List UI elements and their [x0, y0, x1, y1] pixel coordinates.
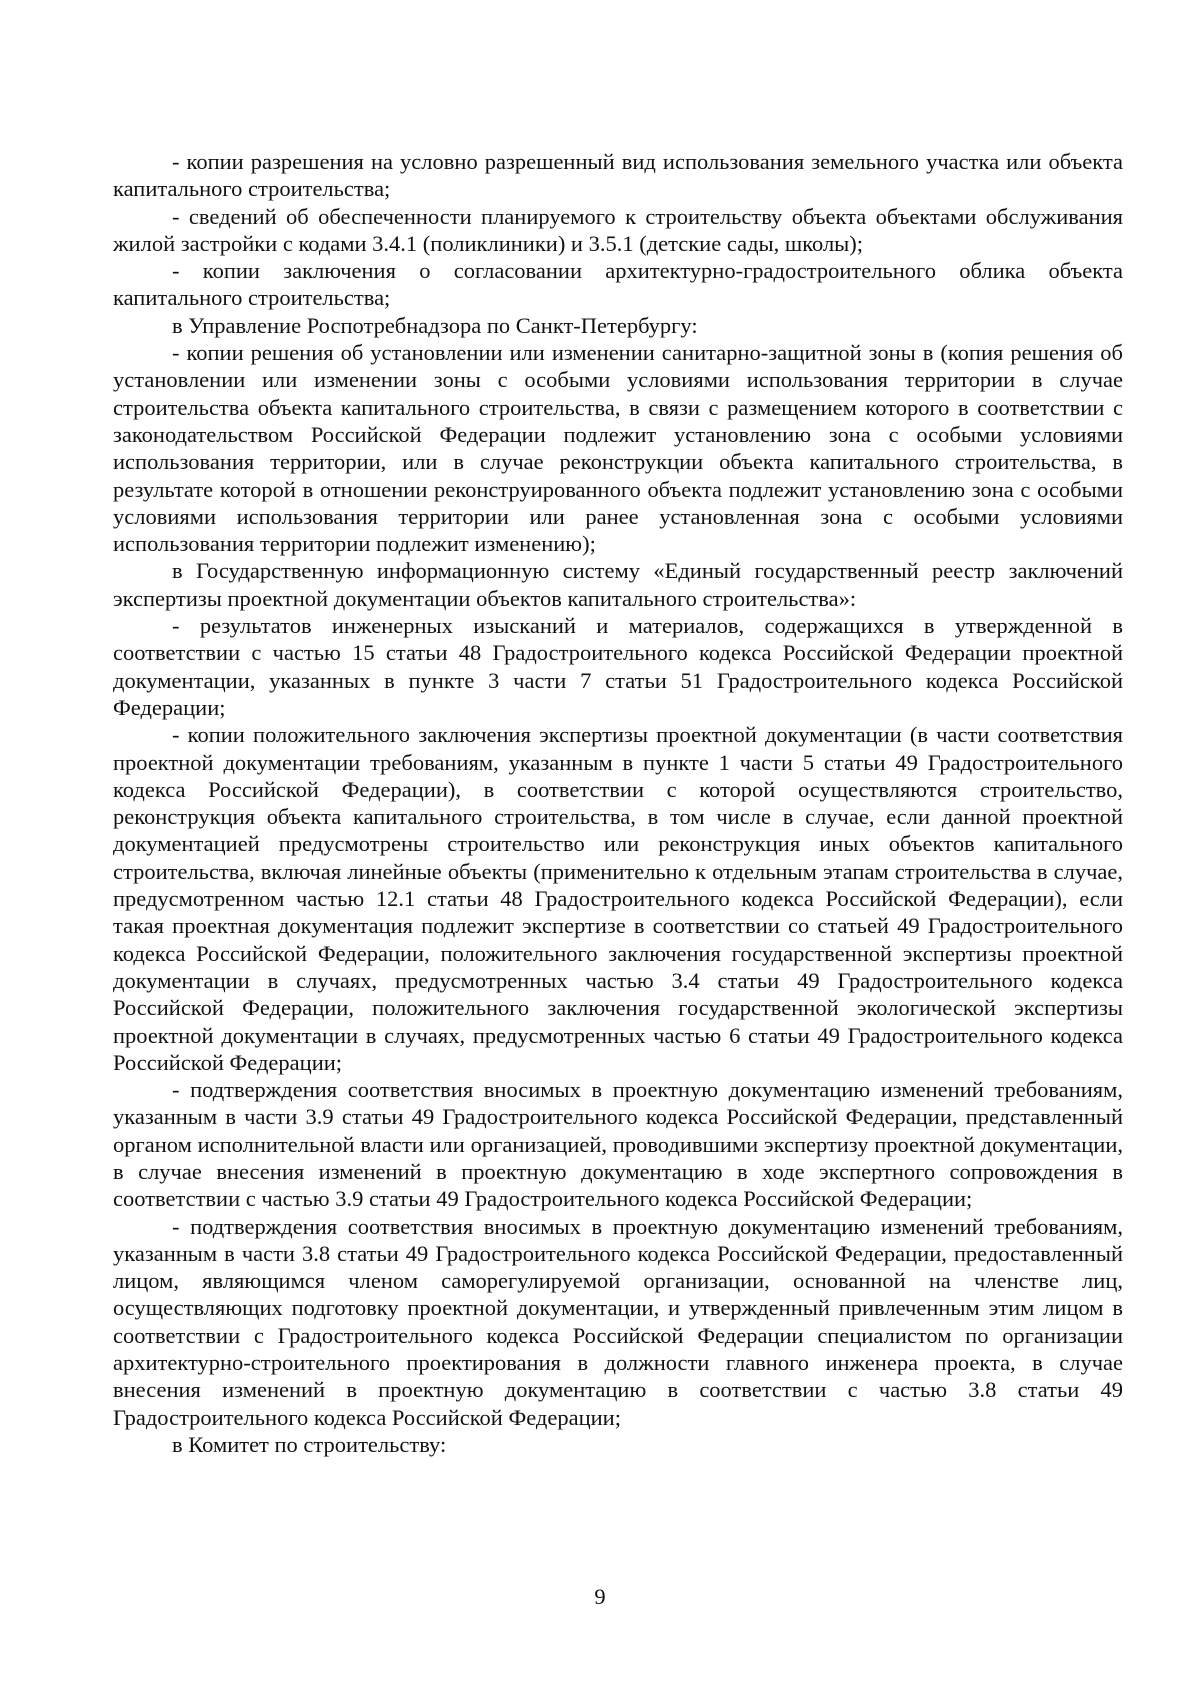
- page-number: 9: [594, 1584, 606, 1609]
- paragraph: - подтверждения соответствия вносимых в проектную документацию изменений требованиям, указанным в части 3.9 статьи 49 Градостроительного кодекса Российской Федерации, представленный органом исполнительной власти или организацией, проводившими экспертизу проектной документации, в случае внесения изменений в проектную документацию в ходе экспертного сопровождения в соответствии с частью 3.9 статьи 49 Градостроительного кодекса Российской Федерации;: [113, 1077, 1123, 1212]
- paragraph: - копии решения об установлении или изменении санитарно-защитной зоны в (копия решения об установлении или изменении зоны с особыми условиями использования территории в случае строительства объекта капитального строительства, в связи с размещением которого в соответствии с законодательством Российской Федерации подлежит установлению зона с особыми условиями использования территории, или в случае реконструкции объекта капитального строительства, в результате которой в отношении реконструированного объекта подлежит установлению зона с особыми условиями использования территории или ранее установленная зона с особыми условиями использования территории подлежит изменению);: [113, 340, 1123, 557]
- paragraph: в Управление Роспотребнадзора по Санкт-Петербургу:: [172, 312, 698, 338]
- document-body: [113, 148, 1123, 1458]
- paragraph: в Государственную информационную систему «Единый государственный реестр заключений экспертизы проектной документации объектов капитального строительства»:: [113, 558, 1123, 611]
- paragraph: в Комитет по строительству:: [172, 1431, 447, 1457]
- paragraph: - копии положительного заключения экспертизы проектной документации (в части соответствия проектной документации требованиям, указанным в пункте 1 части 5 статьи 49 Градостроительного кодекса Российской Федерации), в соответствии с которой осуществляются строительство, реконструкция объекта капитального строительства, в том числе в случае, если данной проектной документацией предусмотрены строительство или реконструкция иных объектов капитального строительства, включая линейные объекты (применительно к отдельным этапам строительства в случае, предусмотренном частью 12.1 статьи 48 Градостроительного кодекса Российской Федерации), если такая проектная документация подлежит экспертизе в соответствии со статьей 49 Градостроительного кодекса Российской Федерации, положительного заключения государственной экспертизы проектной документации в случаях, предусмотренных частью 3.4 статьи 49 Градостроительного кодекса Российской Федерации, положительного заключения государственной экологической экспертизы проектной документации в случаях, предусмотренных частью 6 статьи 49 Градостроительного кодекса Российской Федерации;: [113, 722, 1123, 1075]
- paragraph: - результатов инженерных изысканий и материалов, содержащихся в утвержденной в соответствии с частью 15 статьи 48 Градостроительного кодекса Российской Федерации проектной документации, указанных в пункте 3 части 7 статьи 51 Градостроительного кодекса Российской Федерации;: [113, 613, 1123, 720]
- paragraph: - подтверждения соответствия вносимых в проектную документацию изменений требованиям, указанным в части 3.8 статьи 49 Градостроительного кодекса Российской Федерации, предоставленный лицом, являющимся членом саморегулируемой организации, основанной на членстве лиц, осуществляющих подготовку проектной документации, и утвержденный привлеченным этим лицом в соответствии с Градостроительного кодекса Российской Федерации специалистом по организации архитектурно-строительного проектирования в должности главного инженера проекта, в случае внесения изменений в проектную документацию в соответствии с частью 3.8 статьи 49 Градостроительного кодекса Российской Федерации;: [113, 1213, 1123, 1430]
- paragraph: - копии разрешения на условно разрешенный вид использования земельного участка или объекта капитального строительства;: [113, 149, 1123, 202]
- paragraph: - сведений об обеспеченности планируемого к строительству объекта объектами обслуживания жилой застройки с кодами 3.4.1 (поликлиники) и 3.5.1 (детские сады, школы);: [113, 203, 1123, 256]
- paragraph: - копии заключения о согласовании архитектурно-градостроительного облика объекта капитального строительства;: [113, 258, 1123, 311]
